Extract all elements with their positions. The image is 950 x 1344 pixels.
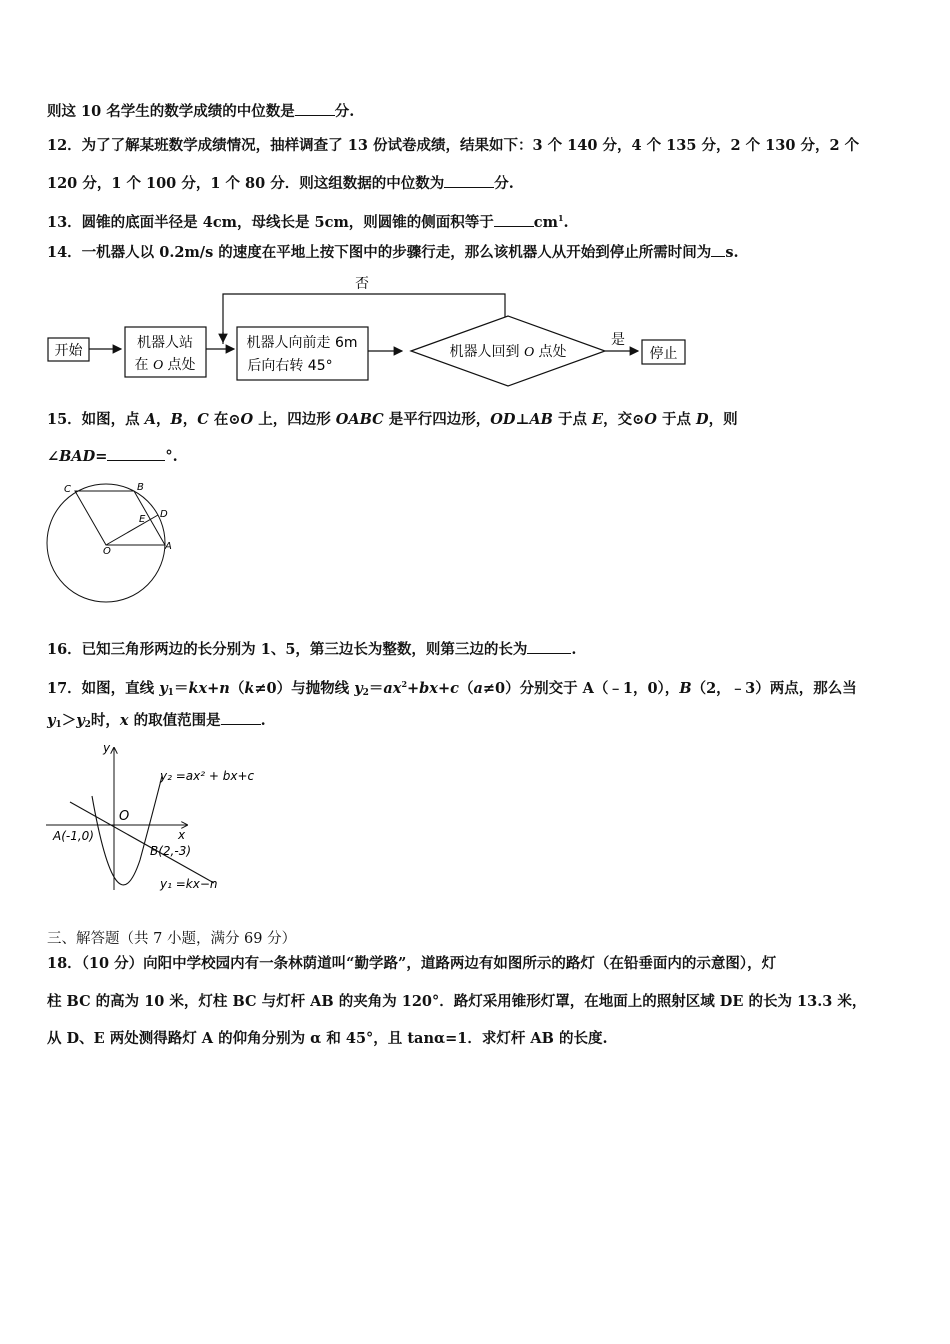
circle-o (47, 484, 165, 602)
label-curve-y2: y₂ =ax² + bx+c (160, 769, 255, 783)
q18-line2: 柱 BC 的高为 10 米，灯柱 BC 与灯杆 AB 的夹角为 120°．路灯采用锥形灯罩，在地面上的照射区域 DE 的长为 13.3 米， (47, 993, 867, 1010)
q11-tail: 则这 10 名学生的数学成绩的中位数是 分. (47, 103, 355, 120)
label-origin: O (119, 809, 130, 824)
flow-step1-line1: 机器人站 (137, 335, 193, 351)
answer-blank (221, 711, 261, 725)
q15-line1: 15．如图，点 A，B，C 在⊙O 上，四边形 OABC 是平行四边形，OD⊥AB 于点 E，交⊙O 于点 D，则 (47, 411, 738, 428)
flow-decision-label: 机器人回到 O 点处 (449, 344, 567, 360)
answer-blank (494, 213, 534, 227)
label-y-axis: y (103, 741, 111, 755)
flow-step2-line1: 机器人向前走 6m (246, 335, 358, 351)
label-point-b: B(2,-3) (150, 844, 192, 858)
flow-stop-label: 停止 (649, 346, 678, 362)
label-d: D (160, 509, 168, 520)
flowchart (40, 272, 700, 392)
label-o: O (103, 546, 111, 557)
q12-line2: 120 分，1 个 100 分，1 个 80 分．则这组数据的中位数为 分. (47, 175, 514, 192)
circle-figure (40, 478, 190, 608)
section-3-heading: 三、解答题（共 7 小题，满分 69 分） (47, 931, 297, 947)
answer-blank (295, 102, 335, 116)
q17-line1: 17．如图，直线 $y_1=kx+n(k\ne 0)$与抛物线 $y_2=ax^2+bx+c(a\ne 0)$分别交于 A（﹣1，0），B（2，﹣3）两点，那么当 (47, 679, 857, 698)
segment-od (106, 515, 158, 545)
answer-blank (107, 447, 165, 461)
label-b: B (137, 482, 144, 493)
q13: 13．圆锥的底面半径是 4cm，母线长是 5cm，则圆锥的侧面积等于 $cm^1$. (47, 213, 569, 231)
q18-line3: 从 D、E 两处测得路灯 A 的仰角分别为 α 和 45°，且 tanα=1．求灯杆 AB 的长度. (47, 1030, 608, 1047)
flow-start-label: 开始 (54, 343, 83, 359)
parabola-y2 (92, 776, 162, 885)
label-a: A (165, 541, 172, 552)
q12-line1: 12．为了了解某班数学成绩情况，抽样调查了 13 份试卷成绩，结果如下：3 个 140 分，4 个 135 分，2 个 130 分，2 个 (47, 137, 860, 154)
label-c: C (64, 484, 71, 495)
label-line-y1: y₁ =kx−n (160, 877, 218, 891)
q15-line2: ∠BAD= °. (47, 448, 178, 465)
q14: 14．一机器人以 0.2m/s 的速度在平地上按下图中的步骤行走，那么该机器人从开始到停止所需时间为 s. (47, 244, 739, 261)
q18-line1: 18．（10 分）向阳中学校园内有一条林荫道叫“勤学路”，道路两边有如图所示的路灯（在铅垂面内的示意图），灯 (47, 955, 777, 972)
label-point-a: A(-1,0) (53, 829, 94, 843)
answer-blank (444, 174, 494, 188)
flow-step2-line2: 后向右转 45° (247, 358, 333, 374)
function-graph (44, 738, 294, 898)
q17-line2: $y_1>y_2$时，x 的取值范围是 . (47, 712, 266, 730)
flow-yes-label: 是 (611, 332, 625, 348)
label-e: E (139, 514, 146, 525)
label-x-axis: x (178, 828, 186, 842)
answer-blank (711, 243, 725, 257)
flow-no-label: 否 (355, 276, 369, 292)
flow-step1-line2: 在 O 点处 (134, 357, 196, 373)
q16: 16．已知三角形两边的长分别为 1、5，第三边长为整数，则第三边的长为 . (47, 641, 577, 658)
answer-blank (527, 640, 571, 654)
